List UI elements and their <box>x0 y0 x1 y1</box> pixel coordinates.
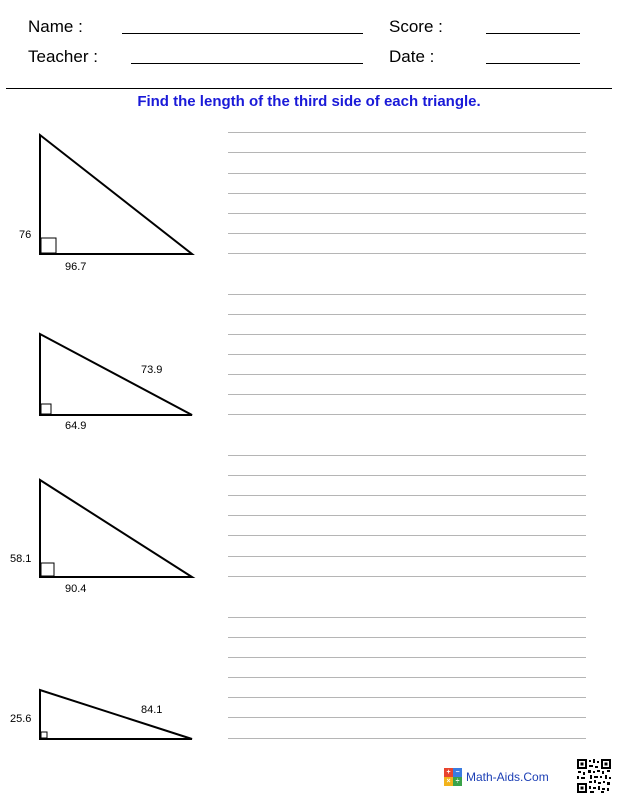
math-aids-logo-icon: + − × ÷ <box>444 768 462 786</box>
leg-horizontal-label: 90.4 <box>65 583 87 595</box>
brand <box>444 766 549 788</box>
score-label: Score : <box>389 17 443 36</box>
brand-name: Math-Aids.Com <box>466 770 549 784</box>
leg-vertical-label: 76 <box>19 229 32 241</box>
leg-vertical-label: 58.1 <box>10 553 32 565</box>
leg-horizontal-label: 64.9 <box>65 420 87 432</box>
hypotenuse-label: 73.9 <box>141 364 163 376</box>
teacher-label: Teacher : <box>28 47 98 66</box>
leg-horizontal-label: 96.7 <box>65 261 87 273</box>
qr-code-icon <box>576 758 612 794</box>
instructions: Find the length of the third side of each triangle. <box>137 93 481 110</box>
leg-vertical-label: 25.6 <box>10 713 32 725</box>
hypotenuse-label: 84.1 <box>141 704 163 716</box>
date-label: Date : <box>389 47 435 66</box>
name-label: Name : <box>28 17 83 36</box>
